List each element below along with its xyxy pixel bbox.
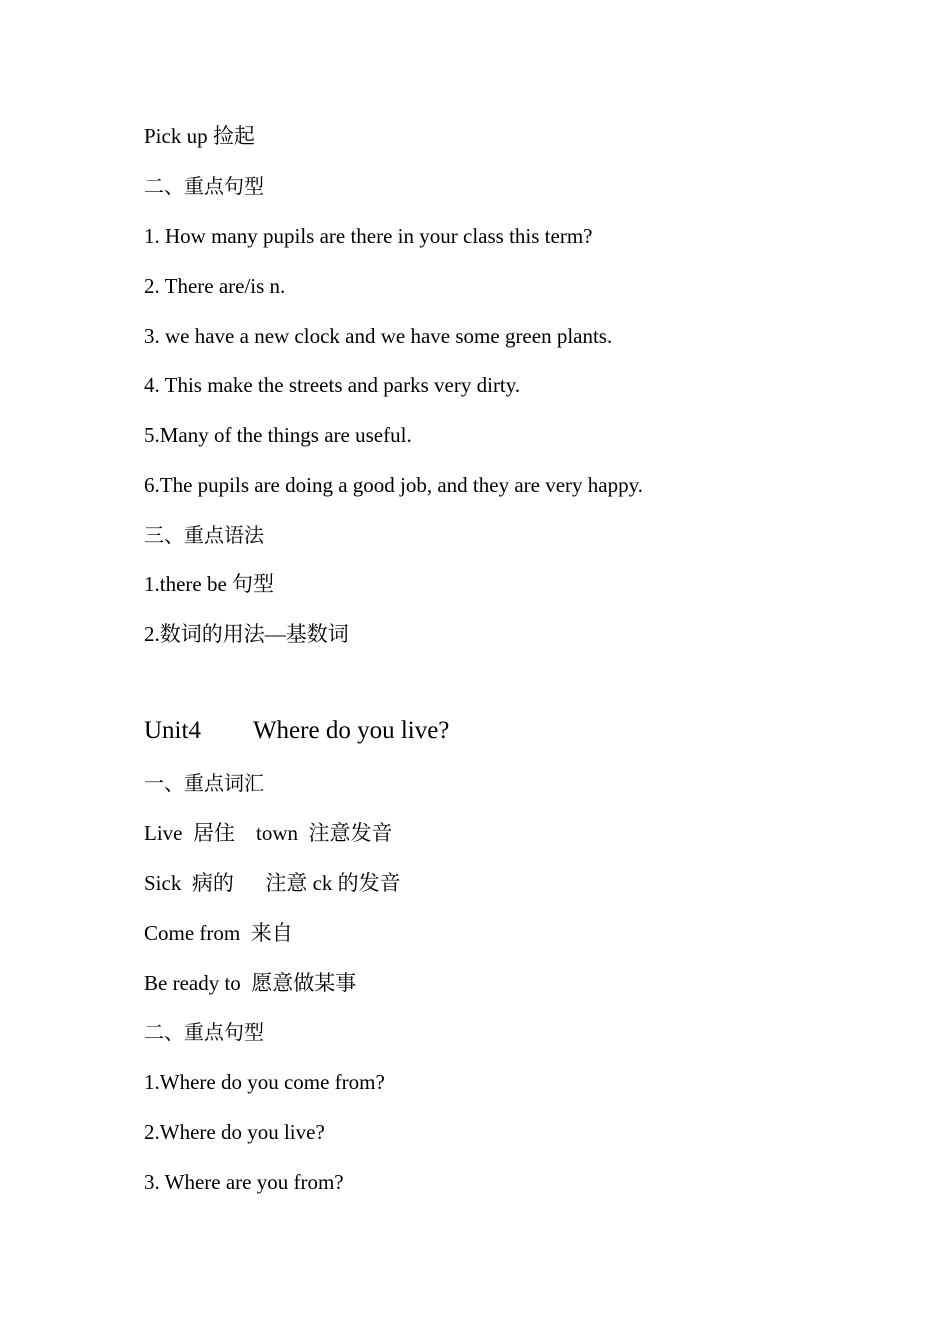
sentence-item: 3. Where are you from? [144, 1170, 344, 1194]
unit-name: Where do you live? [252, 717, 450, 744]
sentence-item: 3. we have a new clock and we have some green plants. [144, 324, 613, 348]
vocab-item-pick-up: Pick up 捡起 [144, 124, 255, 148]
unit4-sentences-heading: 二、重点句型 [144, 1020, 264, 1044]
vocab-item: Come from 来自 [144, 921, 293, 945]
unit-label: Unit4 [144, 717, 201, 744]
sentence-item: 6.The pupils are doing a good job, and they are very happy. [144, 473, 643, 497]
vocab-item: Live 居住 town 注意发音 [144, 821, 393, 845]
sentence-item: 5.Many of the things are useful. [144, 423, 412, 447]
grammar-item: 2.数词的用法—基数词 [144, 622, 349, 646]
key-sentences-heading: 二、重点句型 [144, 174, 264, 198]
key-grammar-heading: 三、重点语法 [144, 523, 264, 547]
vocab-item: Sick 病的 注意 ck 的发音 [144, 871, 401, 895]
grammar-item: 1.there be 句型 [144, 572, 275, 596]
sentence-item: 2. There are/is n. [144, 274, 286, 298]
sentence-item: 1. How many pupils are there in your class this term? [144, 224, 593, 248]
sentence-item: 4. This make the streets and parks very dirty. [144, 373, 521, 397]
key-vocab-heading: 一、重点词汇 [144, 771, 264, 795]
unit-title [144, 716, 449, 746]
sentence-item: 2.Where do you live? [144, 1120, 325, 1144]
vocab-item: Be ready to 愿意做某事 [144, 971, 357, 995]
sentence-item: 1.Where do you come from? [144, 1070, 385, 1094]
